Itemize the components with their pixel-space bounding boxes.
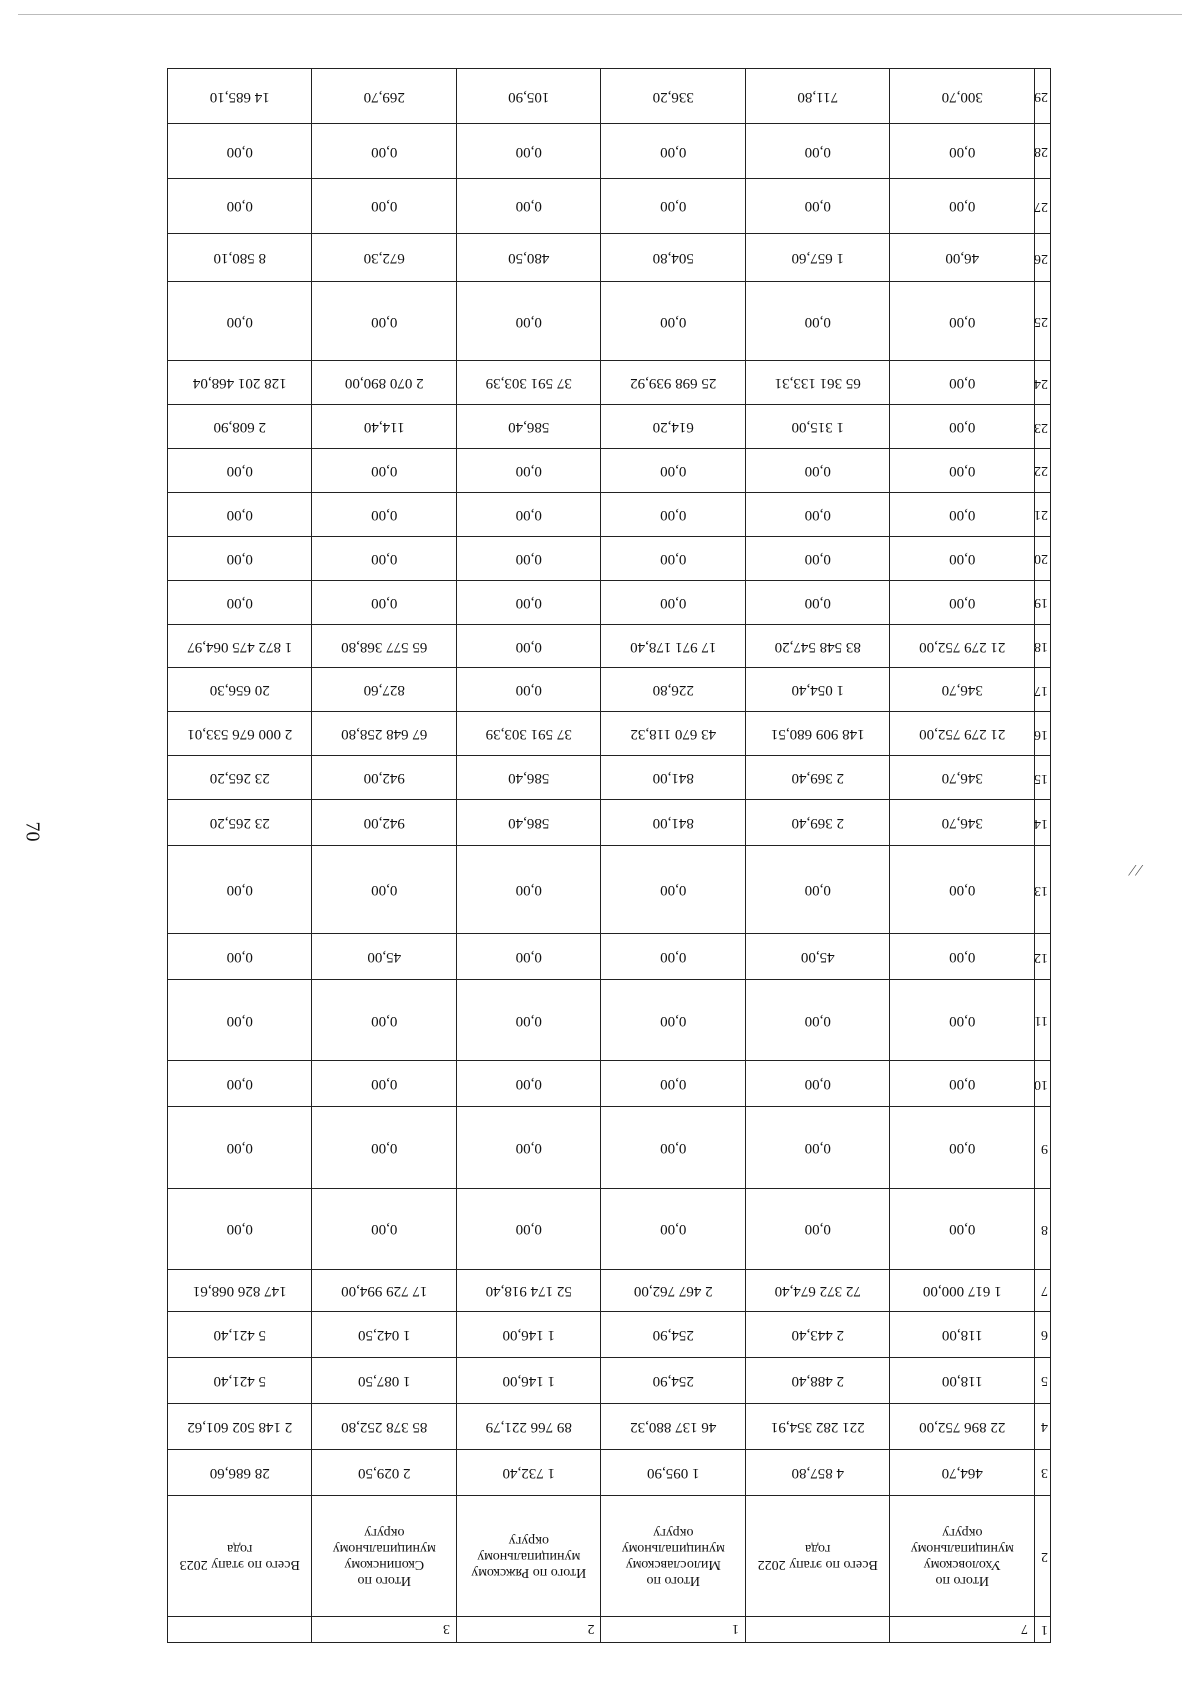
cell-value: 0,00 [601, 124, 746, 179]
table-line-11 [168, 980, 1051, 1061]
cell-value: 1 146,00 [457, 1311, 602, 1357]
cell-value: 65 361 133,31 [746, 361, 891, 405]
cell-value: 0,00 [601, 536, 746, 580]
table-line-2 [168, 1495, 1051, 1616]
cell-value: 4 857,80 [746, 1449, 891, 1495]
cell-value: 0,00 [312, 449, 457, 493]
cell-value: 14 685,10 [168, 69, 313, 124]
cell-value: 0,00 [457, 449, 602, 493]
cell-value: 504,80 [601, 233, 746, 281]
cell-value: 586,40 [457, 800, 602, 846]
cell-value: 2 488,40 [746, 1357, 891, 1403]
table-line-3 [168, 1449, 1051, 1495]
cell-value: 0,00 [890, 449, 1035, 493]
cell-value: 1 315,00 [746, 405, 891, 449]
cell-value: 0,00 [168, 492, 313, 536]
table-line-19 [168, 580, 1051, 624]
column-number: 21 [1035, 492, 1051, 536]
cell-value: 0,00 [746, 1061, 891, 1107]
cell-value: 0,00 [312, 580, 457, 624]
column-number: 6 [1035, 1311, 1051, 1357]
cell-value: 942,00 [312, 800, 457, 846]
column-number: 23 [1035, 405, 1051, 449]
cell-value: 2 029,50 [312, 1449, 457, 1495]
cell-value: 0,00 [890, 580, 1035, 624]
table-line-9 [168, 1107, 1051, 1188]
row-name: Итого по Милославскому муниципальному округу [601, 1495, 746, 1616]
column-number: 2 [1035, 1495, 1051, 1616]
cell-value: 346,70 [890, 668, 1035, 712]
cell-value: 841,00 [601, 800, 746, 846]
column-number: 19 [1035, 580, 1051, 624]
cell-value: 67 648 258,80 [312, 712, 457, 756]
column-number: 10 [1035, 1061, 1051, 1107]
cell-value: 0,00 [168, 179, 313, 234]
table-line-14 [168, 800, 1051, 846]
cell-value: 0,00 [601, 282, 746, 361]
cell-value: 0,00 [890, 1107, 1035, 1188]
row-code: 7 [890, 1616, 1035, 1642]
cell-value: 45,00 [312, 934, 457, 980]
cell-value: 46 137 880,32 [601, 1403, 746, 1449]
cell-value: 0,00 [601, 934, 746, 980]
cell-value: 21 279 752,00 [890, 624, 1035, 668]
cell-value: 0,00 [601, 1188, 746, 1269]
cell-value: 1 042,50 [312, 1311, 457, 1357]
cell-value: 0,00 [746, 1188, 891, 1269]
cell-value: 0,00 [457, 1188, 602, 1269]
table-line-20 [168, 536, 1051, 580]
cell-value: 2 443,40 [746, 1311, 891, 1357]
cell-value: 28 686,60 [168, 1449, 313, 1495]
column-number: 29 [1035, 69, 1051, 124]
column-number: 4 [1035, 1403, 1051, 1449]
cell-value: 0,00 [168, 1188, 313, 1269]
table-line-27 [168, 179, 1051, 234]
cell-value: 0,00 [746, 179, 891, 234]
cell-value: 942,00 [312, 756, 457, 800]
cell-value: 0,00 [168, 846, 313, 934]
cell-value: 0,00 [890, 179, 1035, 234]
row-code: 3 [312, 1616, 457, 1642]
table-line-10 [168, 1061, 1051, 1107]
cell-value: 226,80 [601, 668, 746, 712]
column-number: 1 [1035, 1616, 1051, 1642]
column-number: 26 [1035, 233, 1051, 281]
cell-value: 0,00 [168, 449, 313, 493]
cell-value: 0,00 [312, 179, 457, 234]
cell-value: 827,60 [312, 668, 457, 712]
cell-value: 17 971 178,40 [601, 624, 746, 668]
cell-value: 118,00 [890, 1311, 1035, 1357]
cell-value: 0,00 [601, 449, 746, 493]
cell-value: 1 872 475 064,97 [168, 624, 313, 668]
table-line-17 [168, 668, 1051, 712]
cell-value: 65 577 368,80 [312, 624, 457, 668]
cell-value: 464,70 [890, 1449, 1035, 1495]
cell-value: 2 369,40 [746, 800, 891, 846]
column-number: 15 [1035, 756, 1051, 800]
column-number: 18 [1035, 624, 1051, 668]
cell-value: 0,00 [890, 934, 1035, 980]
row-code [168, 1616, 313, 1642]
cell-value: 0,00 [890, 1061, 1035, 1107]
cell-value: 2 369,40 [746, 756, 891, 800]
cell-value: 23 265,20 [168, 756, 313, 800]
cell-value: 0,00 [890, 980, 1035, 1061]
cell-value: 0,00 [457, 980, 602, 1061]
row-code: 1 [601, 1616, 746, 1642]
page-number: 70 [21, 821, 44, 842]
table-line-4 [168, 1403, 1051, 1449]
cell-value: 45,00 [746, 934, 891, 980]
cell-value: 0,00 [168, 1061, 313, 1107]
cell-value: 586,40 [457, 405, 602, 449]
column-number: 9 [1035, 1107, 1051, 1188]
cell-value: 336,20 [601, 69, 746, 124]
cell-value: 23 265,20 [168, 800, 313, 846]
column-number: 28 [1035, 124, 1051, 179]
cell-value: 0,00 [601, 1061, 746, 1107]
cell-value: 37 591 303,39 [457, 712, 602, 756]
table-line-23 [168, 405, 1051, 449]
table-line-24 [168, 361, 1051, 405]
cell-value: 52 174 918,40 [457, 1269, 602, 1311]
cell-value: 0,00 [746, 536, 891, 580]
column-number: 20 [1035, 536, 1051, 580]
cell-value: 2 608,90 [168, 405, 313, 449]
data-table [167, 68, 1051, 1643]
column-number: 13 [1035, 846, 1051, 934]
cell-value: 0,00 [168, 980, 313, 1061]
column-number: 7 [1035, 1269, 1051, 1311]
cell-value: 1 657,60 [746, 233, 891, 281]
column-number: 25 [1035, 282, 1051, 361]
cell-value: 0,00 [312, 124, 457, 179]
cell-value: 0,00 [601, 492, 746, 536]
cell-value: 5 421,40 [168, 1311, 313, 1357]
cell-value: 0,00 [746, 580, 891, 624]
cell-value: 480,50 [457, 233, 602, 281]
cell-value: 0,00 [601, 580, 746, 624]
cell-value: 0,00 [168, 934, 313, 980]
table-line-7 [168, 1269, 1051, 1311]
table-line-12 [168, 934, 1051, 980]
column-number: 16 [1035, 712, 1051, 756]
cell-value: 0,00 [457, 1107, 602, 1188]
row-name: Итого по Ряжскому муниципальному округу [457, 1495, 602, 1616]
cell-value: 72 372 674,40 [746, 1269, 891, 1311]
table-line-8 [168, 1188, 1051, 1269]
cell-value: 0,00 [457, 536, 602, 580]
table-line-13 [168, 846, 1051, 934]
column-number: 24 [1035, 361, 1051, 405]
table-line-26 [168, 233, 1051, 281]
cell-value: 85 378 252,80 [312, 1403, 457, 1449]
table-line-18 [168, 624, 1051, 668]
cell-value: 0,00 [312, 1061, 457, 1107]
cell-value: 254,90 [601, 1357, 746, 1403]
cell-value: 21 279 752,00 [890, 712, 1035, 756]
cell-value: 1 732,40 [457, 1449, 602, 1495]
cell-value: 0,00 [746, 492, 891, 536]
scan-mark: ⁄ ⁄ [1130, 861, 1140, 878]
cell-value: 105,90 [457, 69, 602, 124]
cell-value: 2 000 676 533,01 [168, 712, 313, 756]
cell-value: 0,00 [890, 846, 1035, 934]
cell-value: 0,00 [312, 492, 457, 536]
cell-value: 20 656,30 [168, 668, 313, 712]
cell-value: 586,40 [457, 756, 602, 800]
cell-value: 128 201 468,04 [168, 361, 313, 405]
cell-value: 0,00 [746, 846, 891, 934]
table-line-6 [168, 1311, 1051, 1357]
cell-value: 0,00 [890, 492, 1035, 536]
cell-value: 1 146,00 [457, 1357, 602, 1403]
cell-value: 148 909 680,51 [746, 712, 891, 756]
cell-value: 0,00 [168, 536, 313, 580]
cell-value: 89 766 221,79 [457, 1403, 602, 1449]
column-number: 11 [1035, 980, 1051, 1061]
row-name: Итого по Ухоловскому муниципальному округу [890, 1495, 1035, 1616]
cell-value: 1 095,90 [601, 1449, 746, 1495]
cell-value: 0,00 [168, 1107, 313, 1188]
row-name: Итого по Скопинскому муниципальному округу [312, 1495, 457, 1616]
row-code: 2 [457, 1616, 602, 1642]
cell-value: 0,00 [312, 1107, 457, 1188]
table-line-25 [168, 282, 1051, 361]
cell-value: 0,00 [312, 846, 457, 934]
cell-value: 0,00 [890, 1188, 1035, 1269]
cell-value: 0,00 [601, 1107, 746, 1188]
cell-value: 0,00 [457, 124, 602, 179]
column-number: 5 [1035, 1357, 1051, 1403]
cell-value: 1 617 000,00 [890, 1269, 1035, 1311]
cell-value: 17 729 994,00 [312, 1269, 457, 1311]
table-wrapper [167, 68, 1051, 1643]
column-number: 3 [1035, 1449, 1051, 1495]
cell-value: 0,00 [601, 846, 746, 934]
cell-value: 221 282 354,91 [746, 1403, 891, 1449]
cell-value: 0,00 [312, 1188, 457, 1269]
cell-value: 0,00 [457, 282, 602, 361]
table-line-22 [168, 449, 1051, 493]
cell-value: 25 698 939,92 [601, 361, 746, 405]
cell-value: 0,00 [601, 980, 746, 1061]
cell-value: 254,90 [601, 1311, 746, 1357]
cell-value: 0,00 [890, 282, 1035, 361]
cell-value: 43 670 118,32 [601, 712, 746, 756]
cell-value: 0,00 [746, 124, 891, 179]
cell-value: 22 896 752,00 [890, 1403, 1035, 1449]
column-number: 8 [1035, 1188, 1051, 1269]
cell-value: 0,00 [746, 449, 891, 493]
table-line-15 [168, 756, 1051, 800]
cell-value: 346,70 [890, 800, 1035, 846]
cell-value: 0,00 [457, 624, 602, 668]
cell-value: 0,00 [312, 282, 457, 361]
table-line-28 [168, 124, 1051, 179]
row-name: Всего по этапу 2023 года [168, 1495, 313, 1616]
column-number: 27 [1035, 179, 1051, 234]
cell-value: 114,40 [312, 405, 457, 449]
cell-value: 0,00 [457, 492, 602, 536]
cell-value: 0,00 [168, 124, 313, 179]
cell-value: 1 054,40 [746, 668, 891, 712]
cell-value: 2 467 762,00 [601, 1269, 746, 1311]
row-name: Всего по этапу 2022 года [746, 1495, 891, 1616]
cell-value: 46,00 [890, 233, 1035, 281]
cell-value: 269,70 [312, 69, 457, 124]
cell-value: 0,00 [312, 980, 457, 1061]
cell-value: 0,00 [312, 536, 457, 580]
cell-value: 0,00 [746, 1107, 891, 1188]
cell-value: 147 826 068,61 [168, 1269, 313, 1311]
cell-value: 614,20 [601, 405, 746, 449]
column-number: 17 [1035, 668, 1051, 712]
table-line-16 [168, 712, 1051, 756]
cell-value: 8 580,10 [168, 233, 313, 281]
cell-value: 0,00 [457, 580, 602, 624]
row-code [746, 1616, 891, 1642]
cell-value: 300,70 [890, 69, 1035, 124]
table-line-5 [168, 1357, 1051, 1403]
scan-edge-line [18, 14, 1182, 15]
cell-value: 0,00 [890, 405, 1035, 449]
cell-value: 37 591 303,39 [457, 361, 602, 405]
cell-value: 118,00 [890, 1357, 1035, 1403]
cell-value: 0,00 [457, 934, 602, 980]
cell-value: 672,30 [312, 233, 457, 281]
cell-value: 0,00 [457, 846, 602, 934]
cell-value: 0,00 [457, 1061, 602, 1107]
column-number: 12 [1035, 934, 1051, 980]
cell-value: 711,80 [746, 69, 891, 124]
column-number: 22 [1035, 449, 1051, 493]
cell-value: 841,00 [601, 756, 746, 800]
column-number: 14 [1035, 800, 1051, 846]
cell-value: 1 087,50 [312, 1357, 457, 1403]
cell-value: 2 148 502 601,62 [168, 1403, 313, 1449]
cell-value: 346,70 [890, 756, 1035, 800]
table-line-21 [168, 492, 1051, 536]
cell-value: 0,00 [457, 179, 602, 234]
cell-value: 0,00 [168, 282, 313, 361]
cell-value: 0,00 [168, 580, 313, 624]
cell-value: 0,00 [746, 980, 891, 1061]
cell-value: 0,00 [890, 536, 1035, 580]
cell-value: 0,00 [601, 179, 746, 234]
cell-value: 0,00 [746, 282, 891, 361]
cell-value: 0,00 [457, 668, 602, 712]
cell-value: 5 421,40 [168, 1357, 313, 1403]
table-line-29 [168, 69, 1051, 124]
cell-value: 0,00 [890, 361, 1035, 405]
cell-value: 0,00 [890, 124, 1035, 179]
cell-value: 2 070 890,00 [312, 361, 457, 405]
cell-value: 83 548 547,20 [746, 624, 891, 668]
table-line-1 [168, 1616, 1051, 1642]
